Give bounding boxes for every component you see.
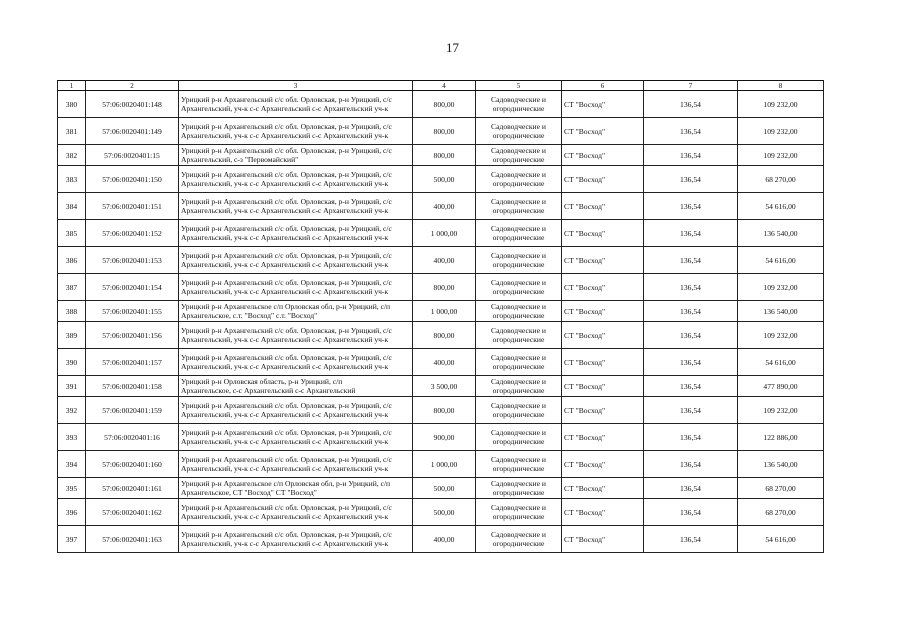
column-header: 8 [738, 81, 824, 91]
address-line-2: Архангельское, с.т. "Восход" с.т. "Восход" [181, 311, 318, 320]
address-line-2: Архангельский, уч-к с-с Архангельский с-с Архангельский уч-к [181, 179, 389, 188]
area-cell: 500,00 [413, 166, 476, 193]
cadastral-number: 57:06:0020401:152 [86, 220, 179, 247]
organization-cell: СТ "Восход" [562, 499, 644, 526]
usage-cell [476, 526, 562, 553]
usage-line-1: Садоводческие и [491, 146, 546, 155]
column-header: 1 [58, 81, 86, 91]
address-line-2: Архангельский, с-з "Первомайский" [181, 155, 299, 164]
price-cell: 136,54 [644, 451, 738, 478]
organization-cell: СТ "Восход" [562, 91, 644, 118]
address-line-2: Архангельский, уч-к с-с Архангельский с-с Архангельский уч-к [181, 104, 389, 113]
usage-cell [476, 397, 562, 424]
organization-cell: СТ "Восход" [562, 322, 644, 349]
usage-line-1: Садоводческие и [491, 95, 546, 104]
row-number: 392 [58, 397, 86, 424]
row-number: 389 [58, 322, 86, 349]
row-number: 391 [58, 376, 86, 397]
table-body [58, 91, 824, 553]
cadastral-number: 57:06:0020401:156 [86, 322, 179, 349]
address-line-2: Архангельский, уч-к с-с Архангельский с-с Архангельский уч-к [181, 335, 389, 344]
address-line-1: Урицкий р-н Архангельский с/с обл. Орловская, р-н Урицкий, с/с [181, 325, 392, 335]
address-line-2: Архангельский, уч-к с-с Архангельский с-с Архангельский уч-к [181, 260, 389, 269]
area-cell: 400,00 [413, 526, 476, 553]
usage-line-1: Садоводческие и [491, 224, 546, 233]
address-line-1: Урицкий р-н Архангельский с/с обл. Орловская, р-н Урицкий, с/с [181, 94, 392, 104]
address-cell [179, 478, 413, 499]
area-cell: 1 000,00 [413, 451, 476, 478]
row-number: 388 [58, 301, 86, 322]
price-cell: 136,54 [644, 322, 738, 349]
organization-cell: СТ "Восход" [562, 397, 644, 424]
cadastral-number: 57:06:0020401:16 [86, 424, 179, 451]
value-cell: 122 886,00 [738, 424, 824, 451]
value-cell: 477 890,00 [738, 376, 824, 397]
usage-cell [476, 424, 562, 451]
address-line-1: Урицкий р-н Архангельский с/с обл. Орловская, р-н Урицкий, с/с [181, 145, 392, 155]
address-line-1: Урицкий р-н Архангельский с/с обл. Орловская, р-н Урицкий, с/с [181, 502, 392, 512]
usage-cell [476, 166, 562, 193]
usage-line-1: Садоводческие и [491, 302, 546, 311]
land-plots-table [57, 80, 824, 553]
usage-line-2: огороднические [492, 362, 545, 371]
price-cell: 136,54 [644, 526, 738, 553]
address-cell [179, 193, 413, 220]
organization-cell: СТ "Восход" [562, 145, 644, 166]
value-cell: 54 616,00 [738, 526, 824, 553]
address-line-1: Урицкий р-н Архангельское с/п Орловская обл, р-н Урицкий, с/п [181, 301, 391, 311]
address-cell [179, 376, 413, 397]
value-cell: 54 616,00 [738, 193, 824, 220]
address-line-2: Архангельский, уч-к с-с Архангельский с-с Архангельский уч-к [181, 362, 389, 371]
table-row [58, 118, 824, 145]
table-row [58, 451, 824, 478]
area-cell: 800,00 [413, 118, 476, 145]
area-cell: 1 000,00 [413, 220, 476, 247]
area-cell: 400,00 [413, 193, 476, 220]
address-line-2: Архангельский, уч-к с-с Архангельский с-с Архангельский уч-к [181, 287, 389, 296]
address-line-1: Урицкий р-н Архангельский с/с обл. Орловская, р-н Урицкий, с/с [181, 277, 392, 287]
address-cell [179, 349, 413, 376]
area-cell: 800,00 [413, 91, 476, 118]
row-number: 385 [58, 220, 86, 247]
value-cell: 136 540,00 [738, 220, 824, 247]
usage-cell [476, 91, 562, 118]
address-cell [179, 118, 413, 145]
usage-line-2: огороднические [492, 104, 545, 113]
cadastral-number: 57:06:0020401:148 [86, 91, 179, 118]
price-cell: 136,54 [644, 349, 738, 376]
area-cell: 400,00 [413, 247, 476, 274]
usage-line-1: Садоводческие и [491, 455, 546, 464]
cadastral-number: 57:06:0020401:150 [86, 166, 179, 193]
organization-cell: СТ "Восход" [562, 301, 644, 322]
usage-cell [476, 478, 562, 499]
usage-line-2: огороднические [492, 335, 545, 344]
column-header: 4 [413, 81, 476, 91]
price-cell: 136,54 [644, 118, 738, 145]
row-number: 386 [58, 247, 86, 274]
usage-line-1: Садоводческие и [491, 401, 546, 410]
usage-line-2: огороднические [492, 488, 545, 497]
row-number: 395 [58, 478, 86, 499]
address-line-1: Урицкий р-н Архангельский с/с обл. Орловская, р-н Урицкий, с/с [181, 250, 392, 260]
table-row [58, 301, 824, 322]
price-cell: 136,54 [644, 220, 738, 247]
row-number: 394 [58, 451, 86, 478]
usage-line-1: Садоводческие и [491, 197, 546, 206]
usage-line-2: огороднические [492, 206, 545, 215]
usage-line-2: огороднические [492, 437, 545, 446]
cadastral-number: 57:06:0020401:154 [86, 274, 179, 301]
price-cell: 136,54 [644, 424, 738, 451]
table-row [58, 499, 824, 526]
row-number: 383 [58, 166, 86, 193]
cadastral-number: 57:06:0020401:162 [86, 499, 179, 526]
page-number: 17 [446, 40, 459, 55]
organization-cell: СТ "Восход" [562, 166, 644, 193]
area-cell: 900,00 [413, 424, 476, 451]
address-line-1: Урицкий р-н Архангельский с/с обл. Орловская, р-н Урицкий, с/с [181, 169, 392, 179]
usage-line-2: огороднические [492, 155, 545, 164]
address-line-1: Урицкий р-н Архангельское с/п Орловская обл, р-н Урицкий, с/п [181, 478, 391, 488]
cadastral-number: 57:06:0020401:160 [86, 451, 179, 478]
address-cell [179, 220, 413, 247]
value-cell: 109 232,00 [738, 397, 824, 424]
organization-cell: СТ "Восход" [562, 247, 644, 274]
row-number: 380 [58, 91, 86, 118]
value-cell: 68 270,00 [738, 478, 824, 499]
address-line-2: Архангельский, уч-к с-с Архангельский с-с Архангельский уч-к [181, 464, 389, 473]
table-row [58, 376, 824, 397]
organization-cell: СТ "Восход" [562, 478, 644, 499]
organization-cell: СТ "Восход" [562, 118, 644, 145]
address-line-1: Урицкий р-н Архангельский с/с обл. Орловская, р-н Урицкий, с/с [181, 196, 392, 206]
usage-cell [476, 301, 562, 322]
row-number: 390 [58, 349, 86, 376]
row-number: 384 [58, 193, 86, 220]
usage-line-1: Садоводческие и [491, 530, 546, 539]
value-cell: 109 232,00 [738, 274, 824, 301]
value-cell: 109 232,00 [738, 145, 824, 166]
row-number: 393 [58, 424, 86, 451]
address-line-1: Урицкий р-н Архангельский с/с обл. Орловская, р-н Урицкий, с/с [181, 223, 392, 233]
value-cell: 109 232,00 [738, 322, 824, 349]
usage-line-1: Садоводческие и [491, 326, 546, 335]
address-cell [179, 526, 413, 553]
cadastral-number: 57:06:0020401:163 [86, 526, 179, 553]
usage-cell [476, 349, 562, 376]
row-number: 397 [58, 526, 86, 553]
address-cell [179, 322, 413, 349]
price-cell: 136,54 [644, 193, 738, 220]
area-cell: 400,00 [413, 349, 476, 376]
organization-cell: СТ "Восход" [562, 220, 644, 247]
organization-cell: СТ "Восход" [562, 424, 644, 451]
table-row [58, 478, 824, 499]
address-cell [179, 301, 413, 322]
address-line-2: Архангельский, уч-к с-с Архангельский с-с Архангельский уч-к [181, 539, 389, 548]
price-cell: 136,54 [644, 478, 738, 499]
usage-line-2: огороднические [492, 287, 545, 296]
usage-line-2: огороднические [492, 464, 545, 473]
usage-line-2: огороднические [492, 179, 545, 188]
area-cell: 500,00 [413, 499, 476, 526]
usage-cell [476, 247, 562, 274]
address-line-2: Архангельское, СТ "Восход" СТ "Восход" [181, 488, 317, 497]
price-cell: 136,54 [644, 397, 738, 424]
usage-line-1: Садоводческие и [491, 278, 546, 287]
price-cell: 136,54 [644, 376, 738, 397]
usage-line-2: огороднические [492, 260, 545, 269]
table-row [58, 274, 824, 301]
value-cell: 54 616,00 [738, 349, 824, 376]
usage-cell [476, 145, 562, 166]
table-row [58, 322, 824, 349]
column-header: 7 [644, 81, 738, 91]
usage-line-1: Садоводческие и [491, 377, 546, 386]
address-line-1: Урицкий р-н Архангельский с/с обл. Орловская, р-н Урицкий, с/с [181, 427, 392, 437]
usage-line-2: огороднические [492, 386, 545, 395]
column-header: 3 [179, 81, 413, 91]
address-line-2: Архангельское, с-с Архангельский с-с Архангельский [181, 386, 356, 395]
address-cell [179, 91, 413, 118]
usage-line-1: Садоводческие и [491, 251, 546, 260]
price-cell: 136,54 [644, 301, 738, 322]
organization-cell: СТ "Восход" [562, 451, 644, 478]
table-row [58, 424, 824, 451]
usage-line-1: Садоводческие и [491, 503, 546, 512]
organization-cell: СТ "Восход" [562, 376, 644, 397]
usage-cell [476, 274, 562, 301]
organization-cell: СТ "Восход" [562, 526, 644, 553]
address-cell [179, 424, 413, 451]
address-line-1: Урицкий р-н Архангельский с/с обл. Орловская, р-н Урицкий, с/с [181, 352, 392, 362]
usage-line-2: огороднические [492, 233, 545, 242]
usage-cell [476, 451, 562, 478]
price-cell: 136,54 [644, 145, 738, 166]
table-row [58, 220, 824, 247]
address-cell [179, 499, 413, 526]
address-line-1: Урицкий р-н Архангельский с/с обл. Орловская, р-н Урицкий, с/с [181, 454, 392, 464]
table-row [58, 193, 824, 220]
column-header: 5 [476, 81, 562, 91]
address-cell [179, 274, 413, 301]
organization-cell: СТ "Восход" [562, 193, 644, 220]
cadastral-number: 57:06:0020401:158 [86, 376, 179, 397]
cadastral-number: 57:06:0020401:161 [86, 478, 179, 499]
address-line-2: Архангельский, уч-к с-с Архангельский с-с Архангельский уч-к [181, 512, 389, 521]
cadastral-number: 57:06:0020401:153 [86, 247, 179, 274]
table-row [58, 397, 824, 424]
address-cell [179, 166, 413, 193]
address-cell [179, 451, 413, 478]
column-header: 6 [562, 81, 644, 91]
row-number: 381 [58, 118, 86, 145]
value-cell: 54 616,00 [738, 247, 824, 274]
value-cell: 109 232,00 [738, 91, 824, 118]
area-cell: 800,00 [413, 322, 476, 349]
table-row [58, 145, 824, 166]
organization-cell: СТ "Восход" [562, 274, 644, 301]
address-cell [179, 247, 413, 274]
area-cell: 800,00 [413, 397, 476, 424]
usage-line-1: Садоводческие и [491, 353, 546, 362]
usage-line-1: Садоводческие и [491, 170, 546, 179]
address-cell [179, 145, 413, 166]
price-cell: 136,54 [644, 499, 738, 526]
value-cell: 109 232,00 [738, 118, 824, 145]
row-number: 396 [58, 499, 86, 526]
address-line-2: Архангельский, уч-к с-с Архангельский с-с Архангельский уч-к [181, 437, 389, 446]
price-cell: 136,54 [644, 91, 738, 118]
address-line-2: Архангельский, уч-к с-с Архангельский с-с Архангельский уч-к [181, 233, 389, 242]
address-line-2: Архангельский, уч-к с-с Архангельский с-с Архангельский уч-к [181, 410, 389, 419]
table-row [58, 166, 824, 193]
row-number: 382 [58, 145, 86, 166]
cadastral-number: 57:06:0020401:15 [86, 145, 179, 166]
usage-line-1: Садоводческие и [491, 479, 546, 488]
table-row [58, 91, 824, 118]
address-line-1: Урицкий р-н Архангельский с/с обл. Орловская, р-н Урицкий, с/с [181, 121, 392, 131]
value-cell: 136 540,00 [738, 301, 824, 322]
column-header: 2 [86, 81, 179, 91]
usage-line-2: огороднические [492, 311, 545, 320]
table-row [58, 349, 824, 376]
cadastral-number: 57:06:0020401:159 [86, 397, 179, 424]
usage-line-2: огороднические [492, 131, 545, 140]
usage-cell [476, 322, 562, 349]
cadastral-number: 57:06:0020401:157 [86, 349, 179, 376]
row-number: 387 [58, 274, 86, 301]
usage-cell [476, 499, 562, 526]
value-cell: 68 270,00 [738, 166, 824, 193]
organization-cell: СТ "Восход" [562, 349, 644, 376]
address-cell [179, 397, 413, 424]
cadastral-number: 57:06:0020401:151 [86, 193, 179, 220]
address-line-1: Урицкий р-н Архангельский с/с обл. Орловская, р-н Урицкий, с/с [181, 400, 392, 410]
table-row [58, 247, 824, 274]
price-cell: 136,54 [644, 247, 738, 274]
usage-cell [476, 118, 562, 145]
address-line-1: Урицкий р-н Орловская область, р-н Урицкий, с/п [181, 376, 343, 386]
usage-line-2: огороднические [492, 539, 545, 548]
usage-cell [476, 193, 562, 220]
address-line-2: Архангельский, уч-к с-с Архангельский с-с Архангельский уч-к [181, 206, 389, 215]
area-cell: 3 500,00 [413, 376, 476, 397]
area-cell: 800,00 [413, 274, 476, 301]
usage-line-1: Садоводческие и [491, 428, 546, 437]
address-line-1: Урицкий р-н Архангельский с/с обл. Орловская, р-н Урицкий, с/с [181, 529, 392, 539]
address-line-2: Архангельский, уч-к с-с Архангельский с-с Архангельский уч-к [181, 131, 389, 140]
value-cell: 68 270,00 [738, 499, 824, 526]
table-row [58, 526, 824, 553]
header-row [58, 81, 824, 91]
cadastral-number: 57:06:0020401:155 [86, 301, 179, 322]
area-cell: 500,00 [413, 478, 476, 499]
usage-cell [476, 220, 562, 247]
price-cell: 136,54 [644, 166, 738, 193]
usage-line-2: огороднические [492, 512, 545, 521]
value-cell: 136 540,00 [738, 451, 824, 478]
cadastral-number: 57:06:0020401:149 [86, 118, 179, 145]
usage-cell [476, 376, 562, 397]
area-cell: 1 000,00 [413, 301, 476, 322]
usage-line-1: Садоводческие и [491, 122, 546, 131]
area-cell: 800,00 [413, 145, 476, 166]
price-cell: 136,54 [644, 274, 738, 301]
usage-line-2: огороднические [492, 410, 545, 419]
